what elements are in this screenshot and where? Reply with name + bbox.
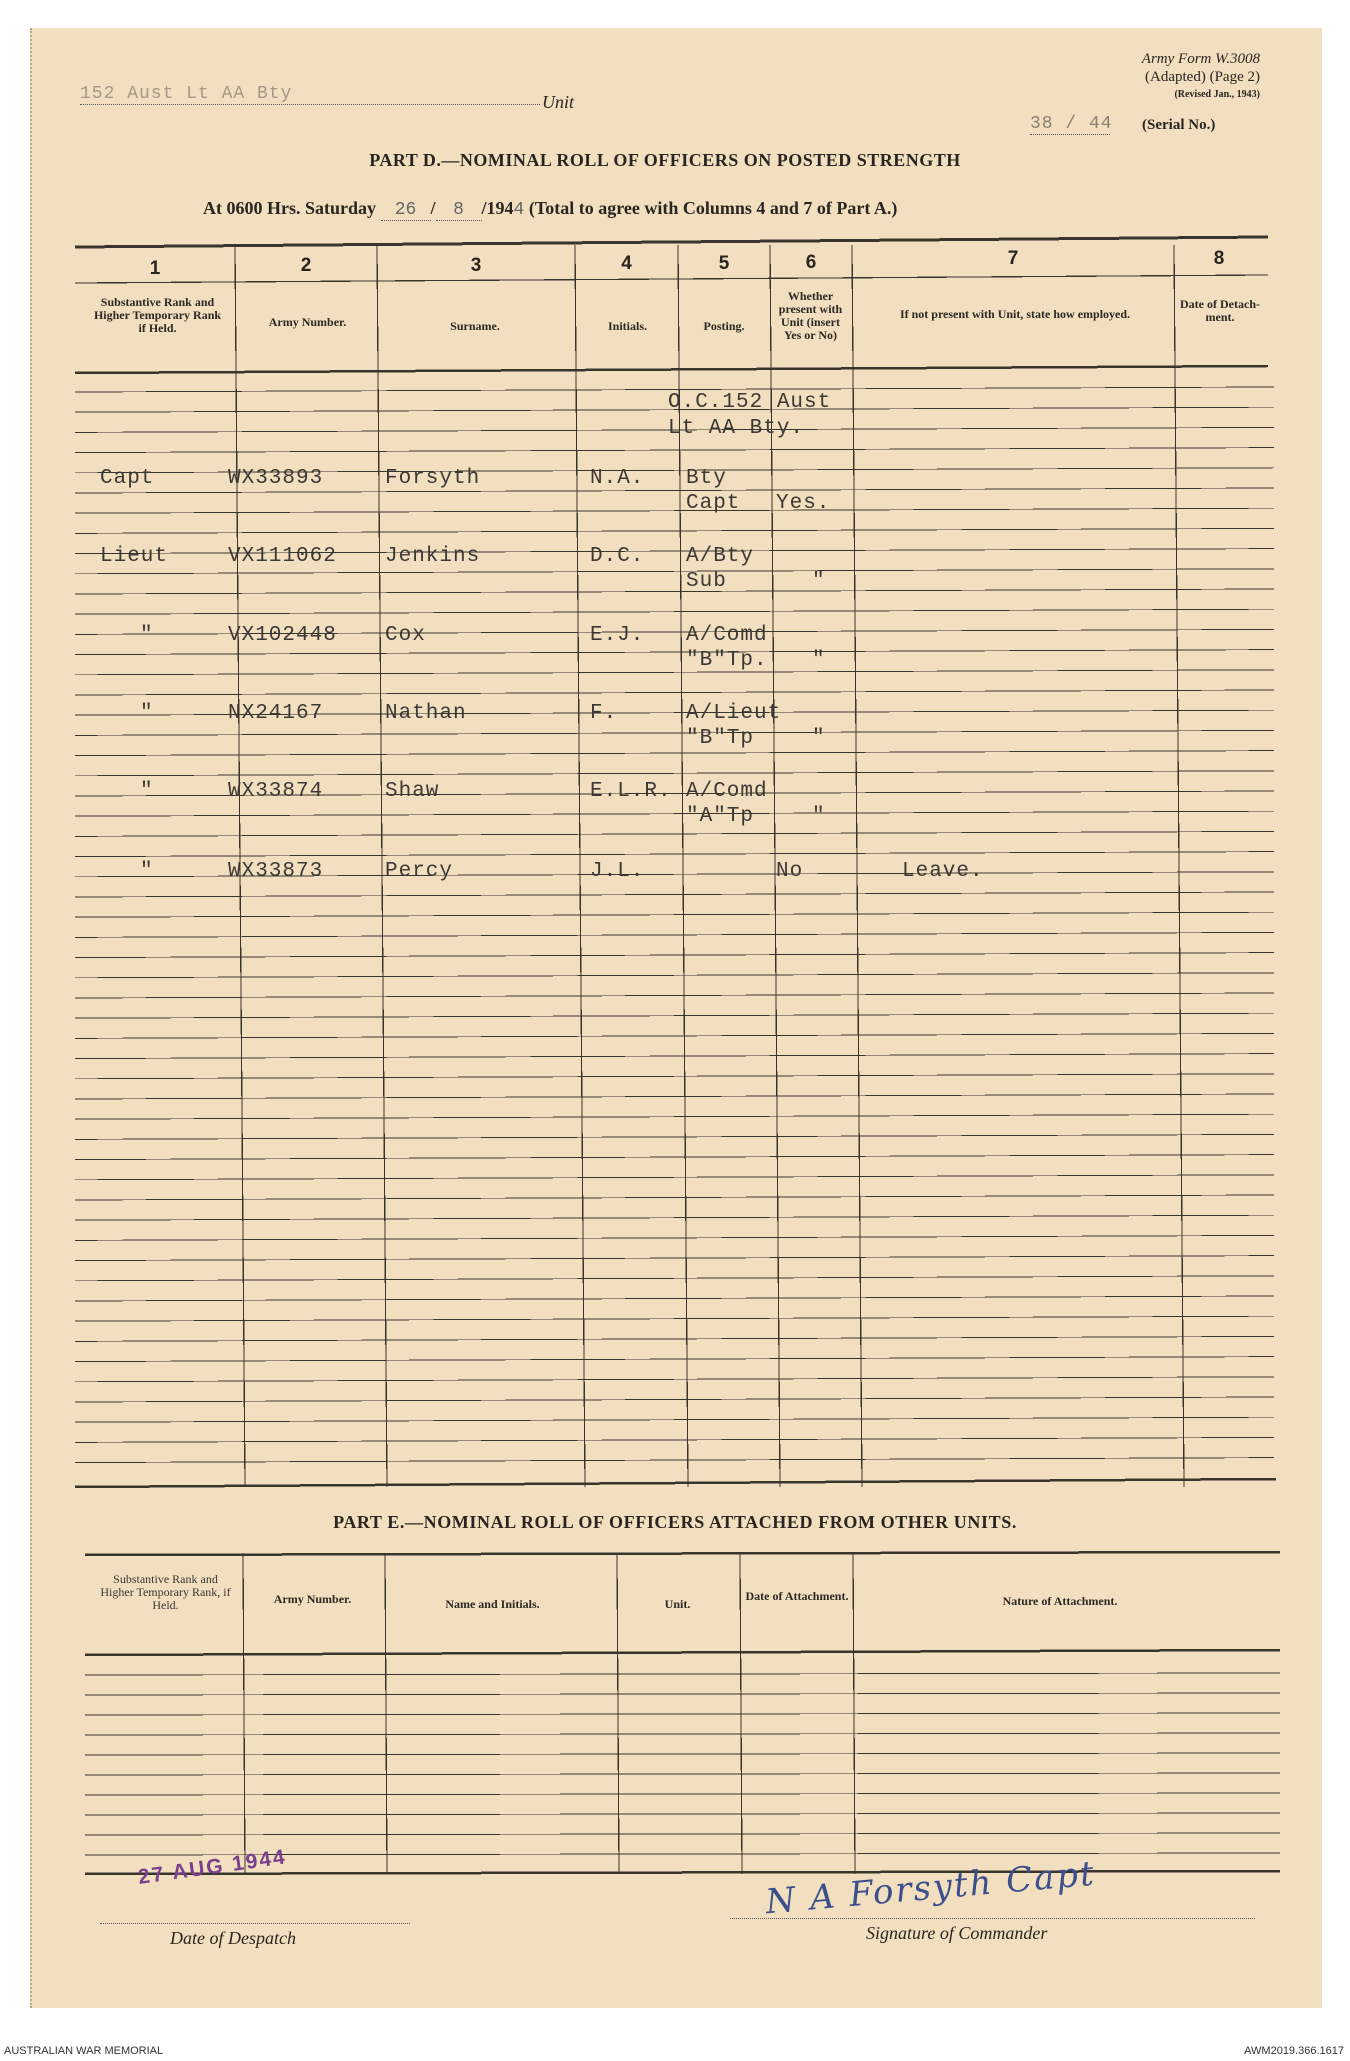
part-e-row-line — [85, 1773, 1280, 1775]
header-army-number: Army Number. — [268, 315, 347, 329]
part-e-row-line — [85, 1793, 1280, 1795]
cell-surname: Jenkins — [385, 545, 481, 568]
column-number-8: 8 — [1213, 248, 1225, 269]
posting-year-prefix: /194 — [481, 198, 514, 218]
part-d-row-line — [75, 912, 1274, 917]
part-d-row-line — [75, 1458, 1274, 1463]
cell-present: Yes. — [776, 492, 831, 515]
cell-initials: E.J. — [590, 624, 645, 647]
cell-posting-line-1: A/Comd — [686, 624, 768, 647]
unit-label: Unit — [542, 92, 575, 112]
cell-rank: " — [140, 780, 154, 803]
cell-initials: F. — [590, 702, 618, 725]
cell-present: " — [812, 649, 826, 672]
part-d-row-line — [75, 1316, 1274, 1321]
part-d-row-line — [75, 1235, 1274, 1240]
cell-rank: " — [140, 702, 154, 725]
part-e-header-nature: Nature of Attachment. — [1002, 1594, 1118, 1608]
credit-right: AWM2019.366.1617 — [1244, 2045, 1344, 2057]
cell-posting-line-1: Bty — [686, 467, 727, 490]
part-d-row-line — [75, 1033, 1274, 1038]
signature-label: Signature of Commander — [866, 1923, 1048, 1943]
oc-line-1: O.C.152 Aust — [668, 391, 832, 414]
part-e-title: PART E.—NOMINAL ROLL OF OFFICERS ATTACHED FROM OTHER UNITS. — [333, 1512, 1017, 1532]
part-d-top-rule — [75, 237, 1268, 247]
part-d-row-line — [75, 1417, 1274, 1422]
part-d-row-line — [75, 609, 1274, 614]
part-d-row-line — [75, 1175, 1274, 1180]
part-e-row-line — [85, 1813, 1280, 1815]
header-posting: Posting. — [703, 319, 745, 333]
despatch-label: Date of Despatch — [170, 1928, 296, 1948]
cell-rank: Capt — [100, 467, 155, 490]
part-d-column-divider — [852, 245, 862, 1487]
part-d-row-line — [75, 1336, 1274, 1341]
part-e-column-divider — [243, 1553, 245, 1874]
part-d-row-line — [75, 852, 1274, 857]
part-e-row-line — [85, 1693, 1280, 1695]
cell-posting-line-2: Capt — [686, 492, 741, 515]
part-d-row-line — [75, 1296, 1274, 1301]
part-d-column-divider — [1174, 245, 1184, 1487]
cell-surname: Nathan — [385, 702, 467, 725]
part-d-row-line — [75, 1013, 1274, 1018]
part-d-row-line — [75, 1397, 1274, 1402]
cell-army-number: WX33874 — [228, 780, 324, 803]
part-d-row-line — [75, 569, 1274, 574]
header-initials: Initials. — [607, 319, 647, 333]
part-e-row-line — [85, 1833, 1280, 1835]
part-e-row-line — [85, 1753, 1280, 1755]
cell-initials: D.C. — [590, 545, 645, 568]
part-d-row-line — [75, 650, 1274, 655]
part-e-column-divider — [385, 1553, 387, 1874]
serial-value: 38 / 44 — [1030, 114, 1113, 134]
cell-posting-line-2: Sub — [686, 570, 727, 593]
part-e-row-line — [85, 1713, 1280, 1715]
column-number-4: 4 — [621, 253, 632, 274]
part-d-row-line — [75, 1074, 1274, 1079]
cell-present: " — [812, 805, 826, 828]
part-d-row-line — [75, 670, 1274, 675]
cell-army-number: NX24167 — [228, 702, 324, 725]
part-d-row-line — [75, 1114, 1274, 1119]
part-d-row-line — [75, 508, 1274, 513]
cell-present: " — [812, 727, 826, 750]
part-d-row-line — [75, 1437, 1274, 1442]
part-d-row-line — [75, 448, 1274, 453]
part-d-row-line — [75, 811, 1274, 816]
part-d-row-line — [75, 953, 1274, 958]
part-d-row-line — [75, 993, 1274, 998]
column-number-7: 7 — [1007, 248, 1019, 269]
part-e-header-attachment-date: Date of Attachment. — [745, 1589, 849, 1603]
part-d-row-line — [75, 1357, 1274, 1362]
part-d-column-divider — [575, 245, 585, 1487]
cell-posting-line-1: A/Bty — [686, 545, 755, 568]
part-d-row-line — [75, 1195, 1274, 1200]
cell-rank: " — [140, 860, 154, 883]
cell-initials: N.A. — [590, 467, 645, 490]
posting-year-digit: 4 — [513, 200, 525, 220]
posting-date-line: At 0600 Hrs. Saturday 26 / 8 /1944 (Total to agree with Columns 4 and 7 of Part A.) — [203, 198, 898, 220]
cell-army-number: VX111062 — [228, 545, 337, 568]
part-d-row-line — [75, 1256, 1274, 1261]
cell-surname: Forsyth — [385, 467, 481, 490]
part-e-top-rule — [85, 1552, 1280, 1555]
cell-posting-line-2: "B"Tp. — [686, 649, 768, 672]
header-detachment-date: Date of Detach-ment. — [1180, 297, 1260, 324]
part-e-row-line — [85, 1733, 1280, 1735]
cell-employed: Leave. — [902, 860, 984, 883]
cell-surname: Shaw — [385, 780, 440, 803]
cell-posting-line-2: "B"Tp — [686, 727, 755, 750]
part-d-row-line — [75, 1215, 1274, 1220]
part-d-row-line — [75, 771, 1274, 776]
part-d-row-line — [75, 831, 1274, 836]
part-d-row-line — [75, 932, 1274, 937]
part-d-row-line — [75, 1276, 1274, 1281]
serial-line — [1030, 114, 1113, 135]
commander-signature: N A Forsyth Capt — [763, 1853, 1098, 1923]
part-d-title: PART D.—NOMINAL ROLL OF OFFICERS ON POSTED STRENGTH — [369, 150, 961, 170]
despatch-line — [100, 1923, 410, 1924]
part-d-row-line — [75, 589, 1274, 594]
part-d-header-rule — [75, 366, 1268, 373]
form-adapted: (Adapted) (Page 2) — [1145, 69, 1260, 85]
header-surname: Surname. — [450, 319, 500, 333]
part-d-bottom-rule — [75, 1479, 1276, 1487]
part-d-row-line — [75, 1094, 1274, 1099]
part-d-row-line — [75, 1134, 1274, 1139]
cell-army-number: WX33893 — [228, 467, 324, 490]
column-number-5: 5 — [718, 253, 730, 274]
unit-line — [80, 84, 540, 105]
posting-date-prefix: At 0600 Hrs. Saturday — [203, 198, 377, 218]
part-e-header-army-number: Army Number. — [273, 1592, 352, 1606]
column-number-1: 1 — [149, 258, 161, 279]
part-e-header-rank: Substantive Rank and Higher Temporary Rank, if Held. — [100, 1572, 231, 1612]
posting-day: 26 — [381, 200, 431, 221]
posting-month: 8 — [436, 200, 482, 221]
form-name: Army Form W.3008 — [1141, 51, 1260, 67]
cell-initials: J.L. — [590, 860, 645, 883]
cell-surname: Percy — [385, 860, 454, 883]
part-d-row-line — [75, 528, 1274, 533]
header-present: Whether present with Unit (insert Yes or No) — [778, 289, 843, 342]
part-d-row-line — [75, 892, 1274, 897]
part-d-row-line — [75, 1054, 1274, 1059]
form-identifier — [1030, 50, 1260, 104]
credit-left: AUSTRALIAN WAR MEMORIAL — [4, 2045, 164, 2057]
part-d-row-line — [75, 1155, 1274, 1160]
despatch-date-stamp: 27 AUG 1944 — [136, 1845, 289, 1890]
cell-rank: " — [140, 624, 154, 647]
cell-posting-line-1: A/Lieut — [686, 702, 782, 725]
cell-present: " — [812, 570, 826, 593]
cell-present: No — [776, 860, 804, 883]
part-d-row-line — [75, 690, 1274, 695]
cell-surname: Cox — [385, 624, 426, 647]
serial-label: (Serial No.) — [1142, 117, 1216, 133]
header-rank: Substantive Rank and Higher Temporary Rank if Held. — [93, 295, 222, 335]
header-employed: If not present with Unit, state how employed. — [899, 307, 1131, 321]
cell-posting-line-1: A/Comd — [686, 780, 768, 803]
part-d-row-line — [75, 730, 1274, 735]
signature-line — [730, 1918, 1255, 1919]
cell-army-number: WX33873 — [228, 860, 324, 883]
cell-initials: E.L.R. — [590, 780, 672, 803]
column-number-6: 6 — [805, 252, 817, 273]
unit-value: 152 Aust Lt AA Bty — [80, 84, 293, 104]
posting-date-suffix: (Total to agree with Columns 4 and 7 of Part A.) — [528, 198, 898, 218]
column-number-3: 3 — [470, 255, 482, 276]
part-e-column-divider — [617, 1553, 619, 1874]
column-number-2: 2 — [300, 255, 312, 276]
part-d-row-line — [75, 1377, 1274, 1382]
oc-line-2: Lt AA Bty. — [668, 417, 805, 440]
part-e-header-unit: Unit. — [664, 1597, 691, 1611]
form-revised: (Revised Jan., 1943) — [1174, 89, 1260, 100]
part-e-header-name: Name and Initials. — [445, 1597, 540, 1611]
part-e-row-line — [85, 1673, 1280, 1675]
part-e-header-rule — [85, 1650, 1280, 1655]
cell-army-number: VX102448 — [228, 624, 337, 647]
cell-rank: Lieut — [100, 545, 169, 568]
part-d-row-line — [75, 751, 1274, 756]
part-d-row-line — [75, 973, 1274, 978]
cell-posting-line-2: "A"Tp — [686, 805, 755, 828]
